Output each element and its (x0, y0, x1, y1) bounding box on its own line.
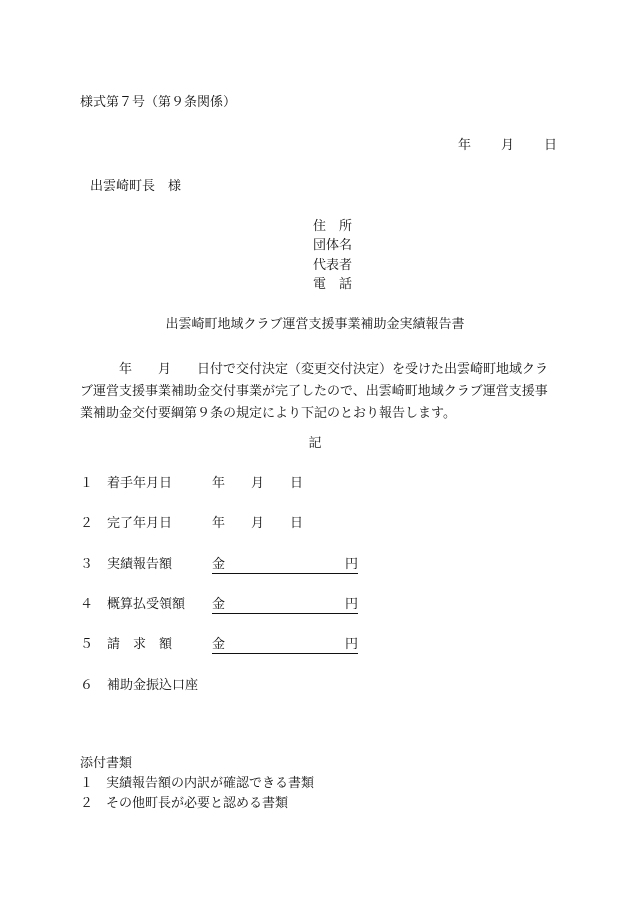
form-number: 様式第７号（第９条関係） (80, 95, 237, 110)
amount-prefix: 金 (212, 637, 226, 652)
item-start-date-value: 年 月 日 (212, 476, 304, 491)
sender-representative-label: 代表者 (313, 258, 353, 273)
item-number: ５ (80, 637, 94, 652)
item-number: ４ (80, 597, 94, 612)
submission-date (458, 139, 557, 152)
item-number: １ (80, 476, 94, 491)
item-claim-amount-field (212, 638, 358, 654)
item-completion-date-value: 年 月 日 (212, 516, 304, 531)
item-number: ６ (80, 678, 94, 693)
date-month: 月 (501, 138, 515, 153)
ki-heading: 記 (308, 436, 322, 451)
amount-suffix: 円 (344, 557, 358, 572)
amount-prefix: 金 (212, 557, 226, 572)
recipient: 出雲崎町長 様 (90, 179, 182, 194)
amount-prefix: 金 (212, 597, 226, 612)
item-number: ２ (80, 516, 94, 531)
item-advance-received-field (212, 598, 358, 614)
item-actual-amount-field (212, 558, 358, 574)
amount-suffix: 円 (344, 637, 358, 652)
item-advance-received-label: 概算払受領額 (107, 597, 186, 612)
sender-organization-label: 団体名 (313, 238, 353, 253)
sender-address-label: 住 所 (313, 219, 353, 234)
attachment-item: ２ その他町長が必要と認める書類 (80, 796, 289, 811)
attachments-heading: 添付書類 (80, 756, 133, 771)
item-bank-account-label: 補助金振込口座 (107, 678, 199, 693)
item-actual-amount-label: 実績報告額 (107, 557, 173, 572)
item-number: ３ (80, 557, 94, 572)
attachment-item: １ 実績報告額の内訳が確認できる書類 (80, 776, 315, 791)
item-claim-amount-label: 請 求 額 (107, 637, 173, 652)
date-year: 年 (458, 138, 472, 153)
amount-suffix: 円 (344, 597, 358, 612)
document-title: 出雲崎町地域クラブ運営支援事業補助金実績報告書 (165, 317, 465, 332)
date-day: 日 (544, 138, 558, 153)
body-paragraph: 年 月 日付で交付決定（変更交付決定）を受けた出雲崎町地域クラブ運営支援事業補助金交付事業が完了したので、出雲崎町地域クラブ運営支援事業補助金交付要綱第９条の規定により下記のとおり報告します。 (80, 362, 549, 421)
item-completion-date-label: 完了年月日 (107, 516, 173, 531)
sender-phone-label: 電 話 (313, 277, 353, 292)
item-start-date-label: 着手年月日 (107, 476, 173, 491)
